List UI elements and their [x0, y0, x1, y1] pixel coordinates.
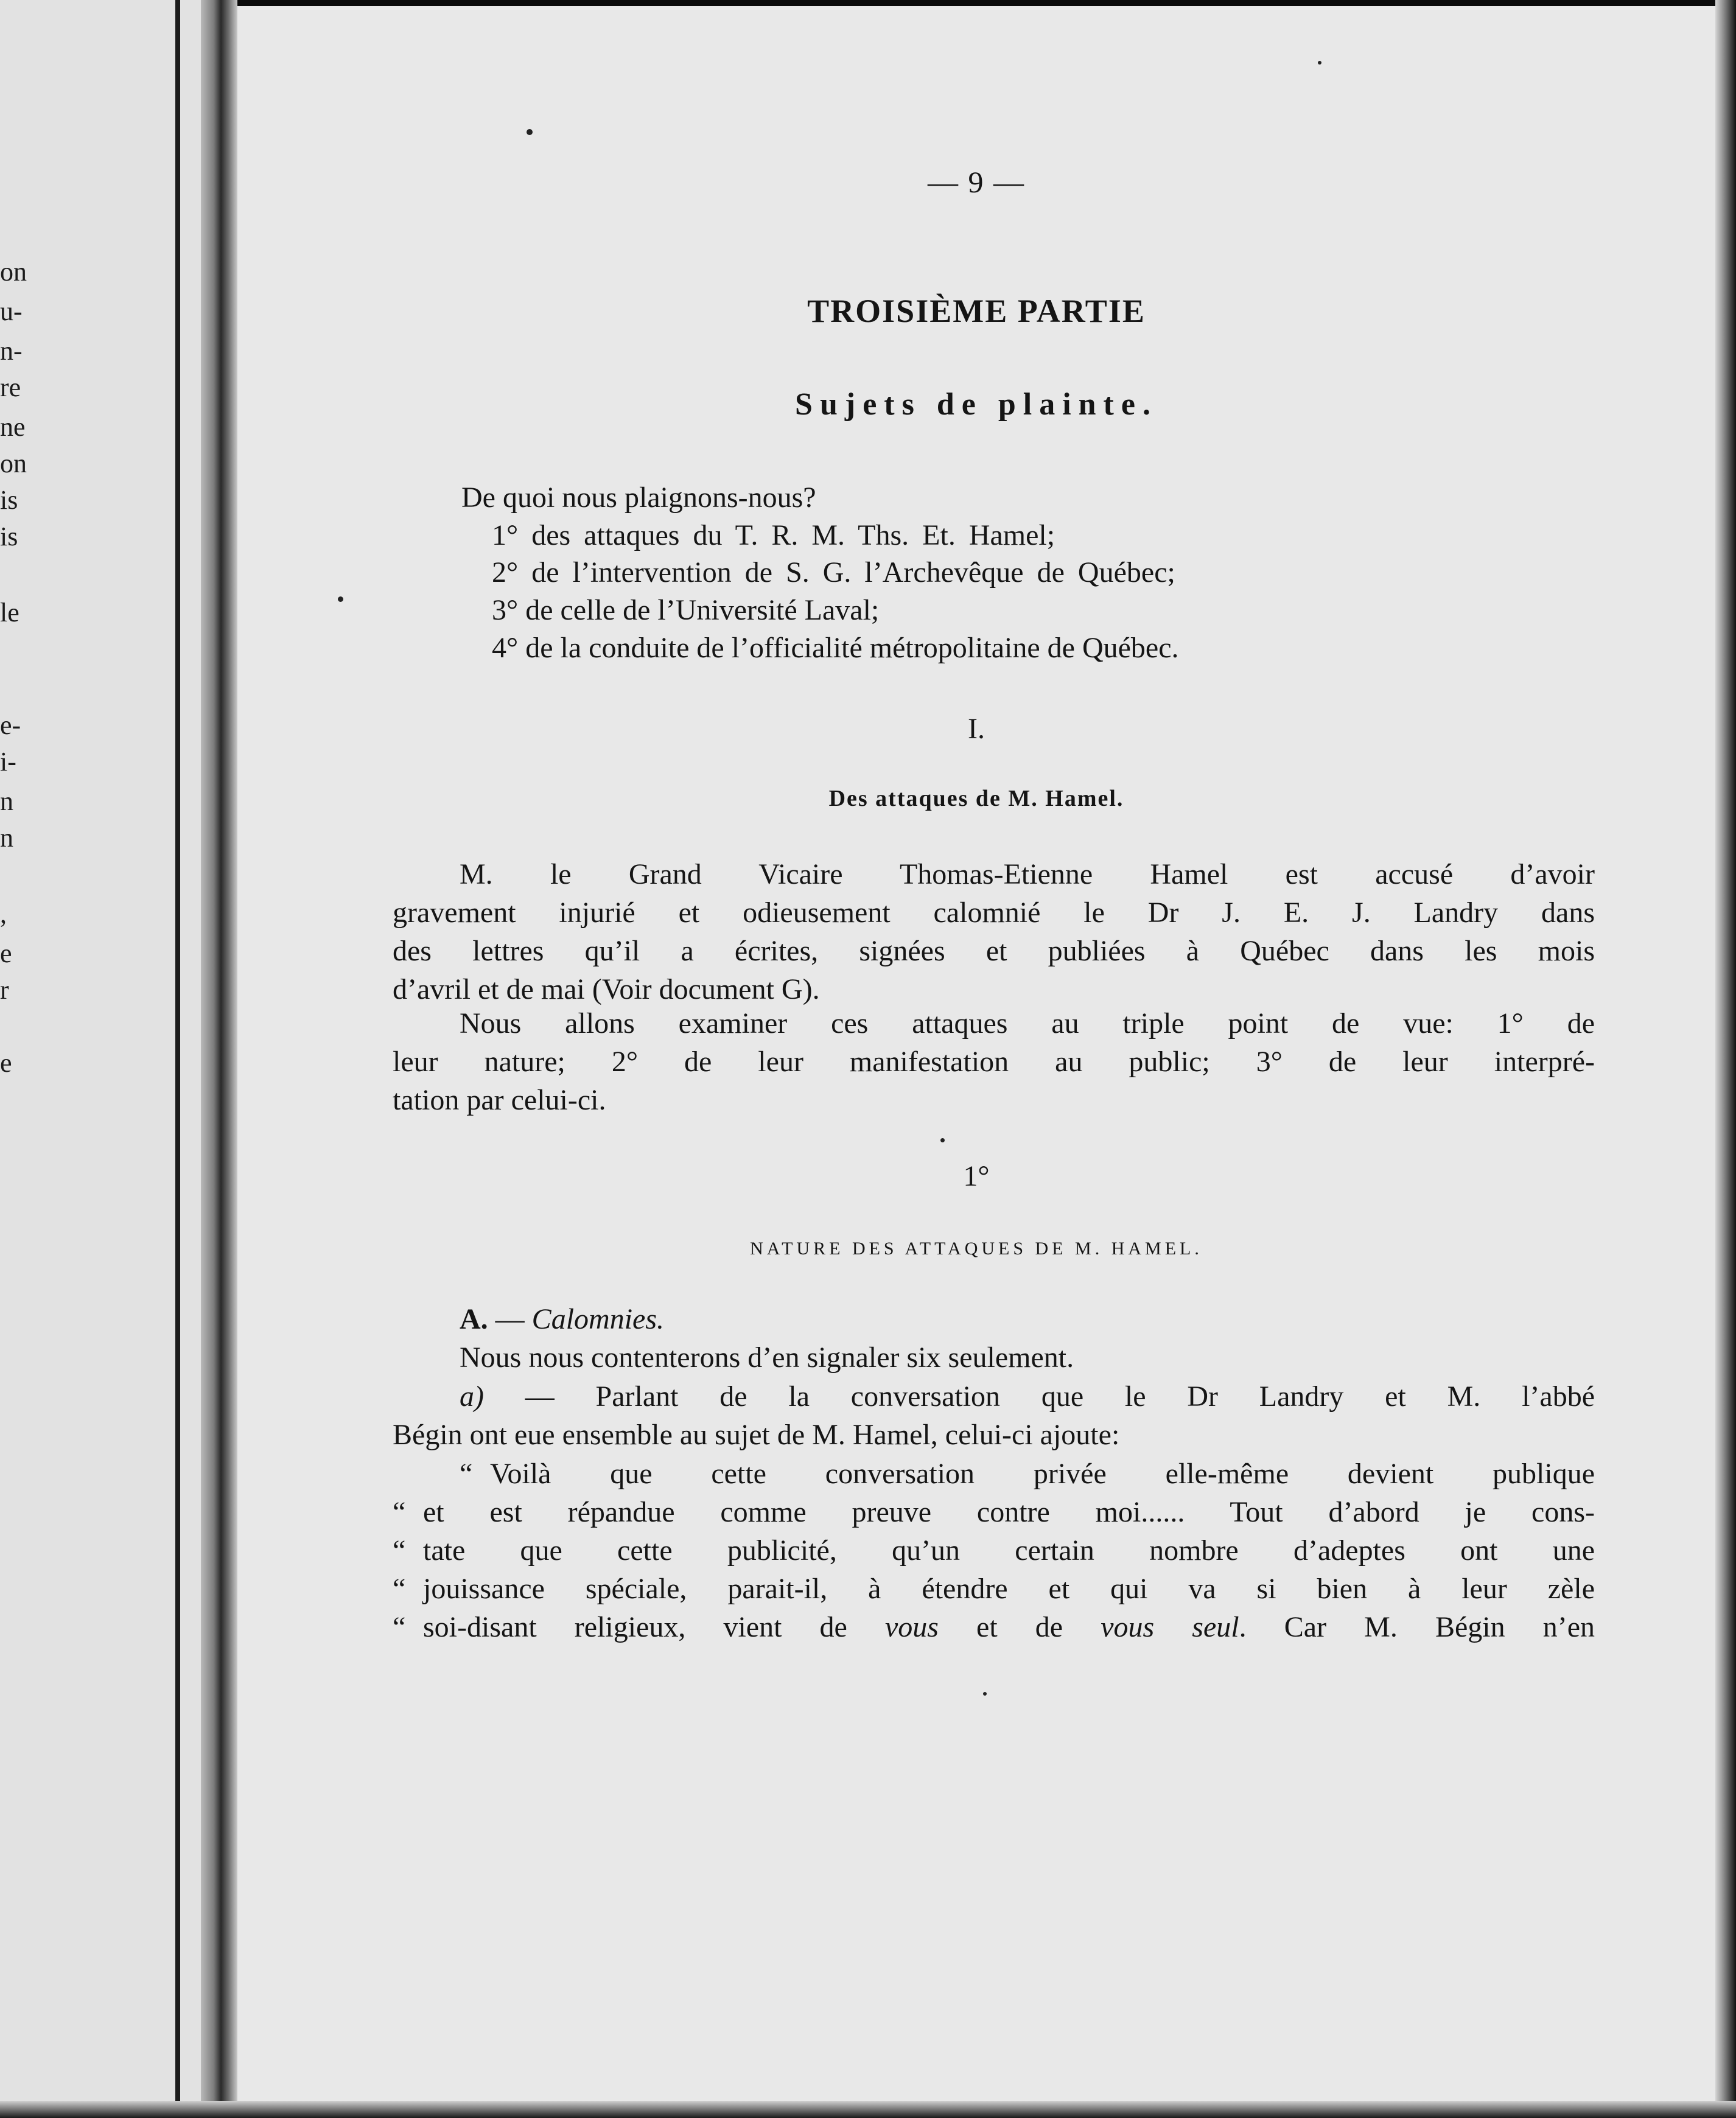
text-line: tation par celui-ci.	[393, 1084, 606, 1116]
left-fragment: n	[0, 823, 13, 853]
quote-text: . Car M. Bégin n’en	[1239, 1611, 1595, 1643]
left-fragment: e	[0, 1048, 12, 1078]
scan-speck	[527, 129, 533, 135]
left-fragment: is	[0, 485, 18, 515]
text-line: Bégin ont eue ensemble au sujet de M. Hamel, celui-ci ajoute:	[393, 1419, 1120, 1451]
quote-text: tate que cette publicité, qu’un certain nombre d’adeptes ont une	[423, 1534, 1595, 1567]
text-line: leur nature; 2° de leur manifestation au public; 3° de leur interpré-	[393, 1046, 1595, 1078]
left-facing-page	[0, 0, 201, 2118]
text-line: d’avril et de mai (Voir document G).	[393, 973, 820, 1005]
text-line: des lettres qu’il a écrites, signées et publiées à Québec dans les mois	[393, 935, 1595, 967]
left-fragment: ne	[0, 412, 26, 442]
paragraph-a	[393, 1377, 1595, 1454]
main-page	[237, 0, 1715, 2118]
left-fragment: re	[0, 372, 21, 402]
quote-line	[393, 1455, 1595, 1493]
quote-mark: “	[393, 1573, 406, 1605]
quote-emphasis: vous	[884, 1611, 939, 1643]
left-fragment: e	[0, 938, 12, 968]
part-a-intro: Nous nous contenterons d’en signaler six seulement.	[460, 1341, 1074, 1374]
part-subtitle: Sujets de plainte.	[795, 387, 1158, 422]
quotation	[393, 1455, 1595, 1646]
left-fragment: le	[0, 598, 19, 627]
quote-text: jouissance spéciale, parait-il, à étendre et qui va si bien à leur zèle	[423, 1573, 1595, 1605]
item-a-label: a)	[460, 1380, 484, 1413]
paragraph-accusation	[393, 855, 1595, 1008]
subsection-number: 1°	[963, 1160, 990, 1192]
quote-line	[393, 1493, 1595, 1531]
text-line: M. le Grand Vicaire Thomas-Etienne Hamel est accusé d’avoir	[460, 858, 1595, 890]
quote-text: Voilà que cette conversation privée elle-même devient publique	[490, 1458, 1595, 1490]
section-title: Des attaques de M. Hamel.	[828, 786, 1124, 811]
intro-item-3: 3° de celle de l’Université Laval;	[492, 594, 880, 626]
intro-item-2: 2° de l’intervention de S. G. l’Archevêque de Québec;	[492, 556, 1175, 589]
section-number: I.	[968, 713, 985, 745]
left-fragment: is	[0, 522, 18, 551]
page-number: — 9 —	[928, 165, 1025, 199]
scan-speck	[940, 1138, 945, 1142]
left-page-rule	[175, 0, 180, 2118]
left-fragment: n	[0, 786, 13, 816]
left-fragment: n-	[0, 336, 23, 366]
intro-question: De quoi nous plaignons-nous?	[461, 481, 816, 514]
quote-text: soi-disant religieux, vient de	[423, 1611, 885, 1643]
scan-right-border	[1715, 0, 1736, 2118]
part-a-label: A.	[460, 1303, 488, 1335]
scan-speck	[983, 1692, 987, 1696]
text-line: gravement injurié et odieusement calomnié le Dr J. E. J. Landry dans	[393, 896, 1595, 929]
scan-bottom-border	[0, 2101, 1736, 2118]
scan-speck	[338, 596, 343, 602]
quote-line	[393, 1531, 1595, 1570]
quote-line	[393, 1608, 1595, 1646]
quote-text: et de	[938, 1611, 1101, 1643]
left-fragment: e-	[0, 710, 21, 740]
text-line	[393, 1377, 1595, 1416]
part-title: TROISIÈME PARTIE	[807, 293, 1146, 329]
left-fragment: ,	[0, 899, 7, 929]
item-a-text: — Parlant de la conversation que le Dr Landry et M. l’abbé	[483, 1380, 1595, 1413]
left-fragment: r	[0, 975, 9, 1005]
quote-mark: “	[393, 1496, 406, 1528]
intro-item-4: 4° de la conduite de l’officialité métropolitaine de Québec.	[492, 632, 1179, 664]
subsection-title: NATURE DES ATTAQUES DE M. HAMEL.	[750, 1239, 1203, 1259]
quote-line	[393, 1570, 1595, 1608]
quote-mark: “	[393, 1611, 406, 1643]
part-a-heading	[460, 1302, 664, 1336]
quote-mark: “	[460, 1458, 473, 1490]
left-fragment: on	[0, 449, 27, 478]
intro-item-1: 1° des attaques du T. R. M. Ths. Et. Hamel;	[492, 519, 1055, 551]
book-gutter	[201, 0, 237, 2118]
part-a-dash: —	[488, 1303, 532, 1335]
scan-speck	[1318, 61, 1321, 65]
part-a-title: Calomnies.	[531, 1303, 665, 1335]
quote-mark: “	[393, 1534, 406, 1567]
quote-emphasis: vous seul	[1101, 1611, 1239, 1643]
paragraph-examination	[393, 1004, 1595, 1119]
quote-text: et est répandue comme preuve contre moi...... Tout d’abord je cons-	[423, 1496, 1595, 1528]
left-fragment: i-	[0, 747, 16, 777]
text-line: Nous allons examiner ces attaques au triple point de vue: 1° de	[460, 1007, 1595, 1040]
left-fragment: on	[0, 257, 27, 287]
left-fragment: u-	[0, 296, 23, 326]
